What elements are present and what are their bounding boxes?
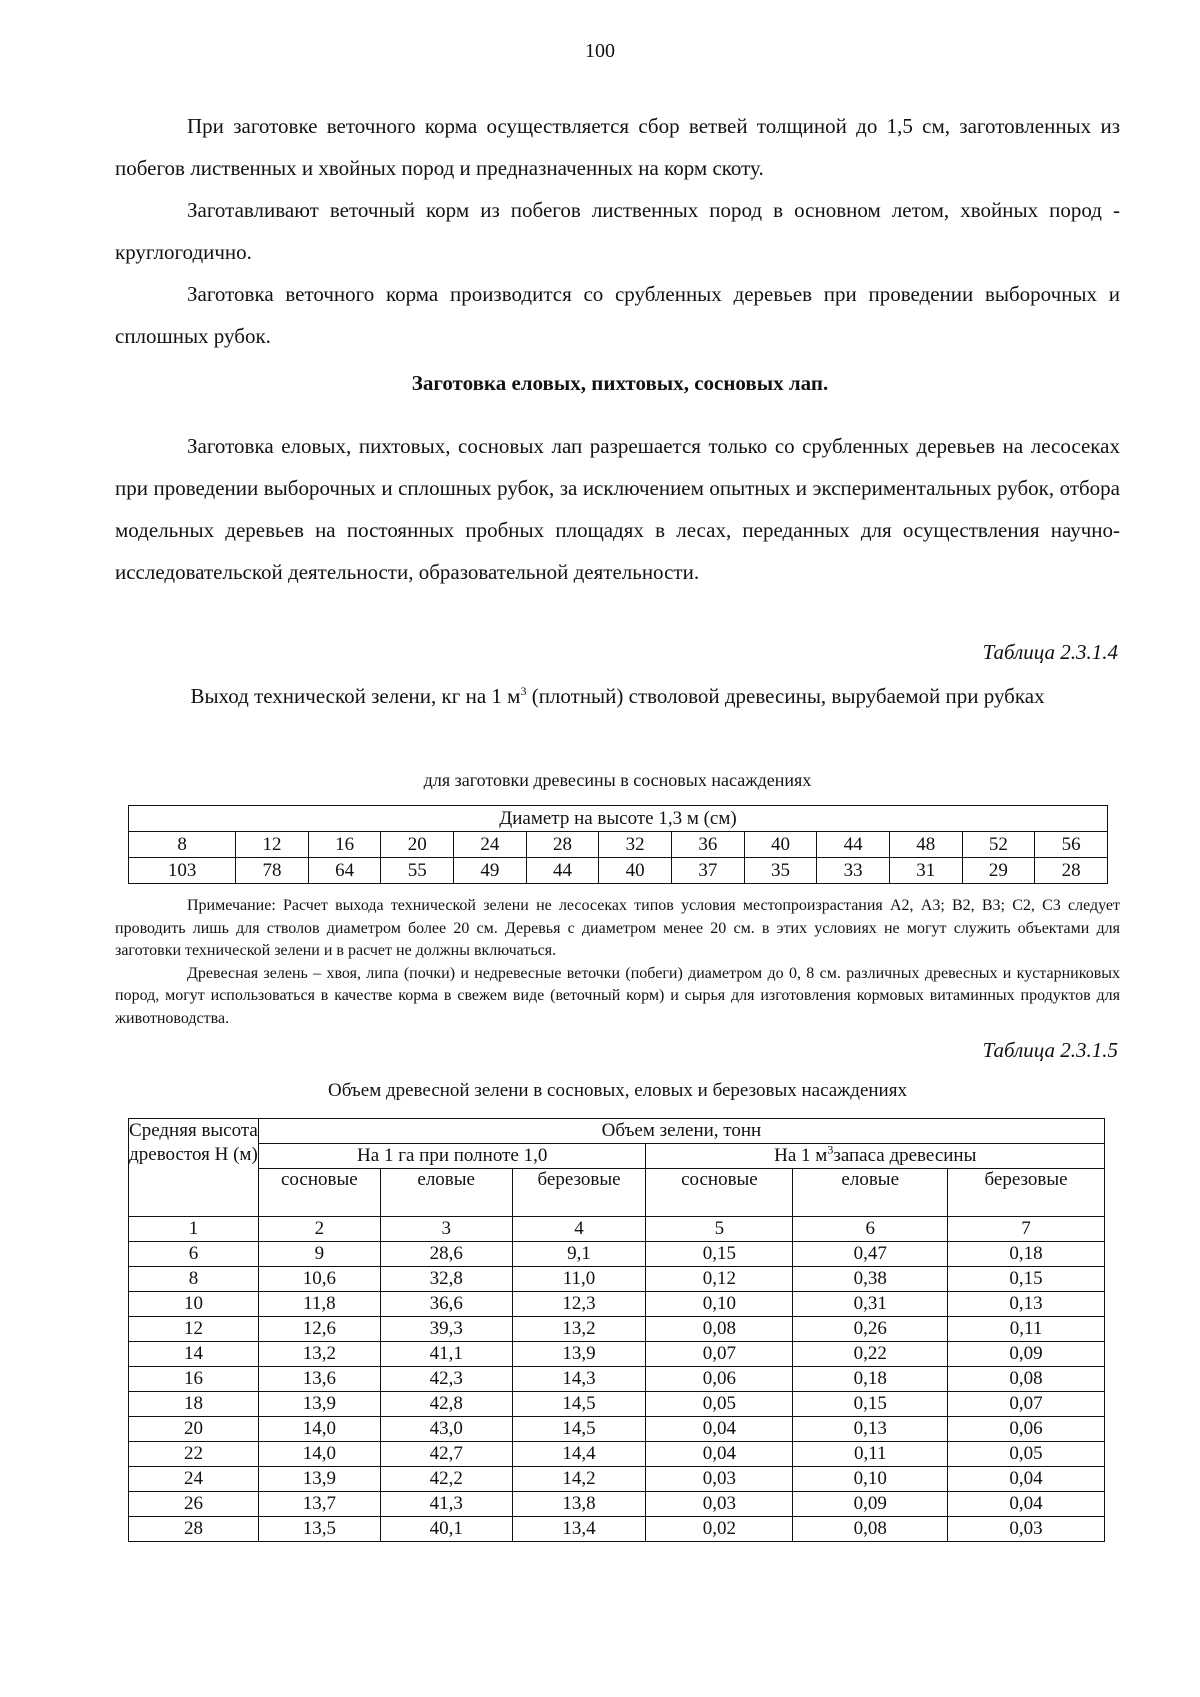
species-cell: еловые <box>793 1169 948 1217</box>
table-cell: 0,12 <box>646 1267 793 1292</box>
table-cell: 28,6 <box>380 1242 512 1267</box>
table-cell: 14,2 <box>512 1467 646 1492</box>
table-cell: 13,9 <box>512 1342 646 1367</box>
table-cell: 0,08 <box>646 1317 793 1342</box>
subgroup-header <box>646 1144 1105 1169</box>
note-paragraph: Древесная зелень – хвоя, липа (почки) и недревесные веточки (побеги) диаметром до 0, 8 см. различных древесных и кустарниковых пород, могут использоваться в качестве корма в свежем виде (веточный корм) и сырья для изготовления кормовых витаминных продуктов для животноводства. <box>115 964 1120 1027</box>
table-cell: 16 <box>129 1367 259 1392</box>
table-cell: 20 <box>129 1417 259 1442</box>
table-cell: 14,5 <box>512 1392 646 1417</box>
species-cell: березовые <box>512 1169 646 1217</box>
column-number-cell: 1 <box>129 1217 259 1242</box>
diameter-cell: 56 <box>1035 832 1108 858</box>
table-cell: 0,31 <box>793 1292 948 1317</box>
paragraph: Заготовка веточного корма производится со срубленных деревьев при проведении выборочных и сплошных рубок. <box>115 282 1120 348</box>
table-cell: 0,04 <box>948 1467 1105 1492</box>
value-cell: 37 <box>672 858 745 884</box>
table-cell: 26 <box>129 1492 259 1517</box>
table-cell: 11,8 <box>258 1292 380 1317</box>
table-title: Объем древесной зелени в сосновых, еловых и березовых насаждениях <box>328 1080 907 1101</box>
table-cell: 12 <box>129 1317 259 1342</box>
value-cell: 40 <box>599 858 672 884</box>
column-number-cell: 2 <box>258 1217 380 1242</box>
table-cell: 14,3 <box>512 1367 646 1392</box>
table-row <box>129 1292 1105 1317</box>
table-cell: 13,2 <box>258 1342 380 1367</box>
table-cell: 0,18 <box>948 1242 1105 1267</box>
table-cell: 13,5 <box>258 1517 380 1542</box>
table-cell: 42,8 <box>380 1392 512 1417</box>
table-cell: 32,8 <box>380 1267 512 1292</box>
table-cell: 0,04 <box>646 1417 793 1442</box>
value-cell: 29 <box>962 858 1035 884</box>
table-cell: 6 <box>129 1242 259 1267</box>
table-title-part: (плотный) стволовой древесины, вырубаемой при рубках <box>526 684 1045 708</box>
table-cell: 9 <box>258 1242 380 1267</box>
value-cell: 31 <box>889 858 962 884</box>
value-cell: 33 <box>817 858 890 884</box>
table-cell: 14,0 <box>258 1442 380 1467</box>
table-cell: 14 <box>129 1342 259 1367</box>
table-cell: 0,13 <box>793 1417 948 1442</box>
subgroup-part: На 1 м <box>774 1145 828 1166</box>
table-cell: 10 <box>129 1292 259 1317</box>
column-number-cell: 7 <box>948 1217 1105 1242</box>
subgroup-part: запаса древесины <box>833 1145 977 1166</box>
table-cell: 36,6 <box>380 1292 512 1317</box>
table-cell: 18 <box>129 1392 259 1417</box>
table-cell: 0,47 <box>793 1242 948 1267</box>
table-cell: 0,11 <box>948 1317 1105 1342</box>
table-cell: 12,6 <box>258 1317 380 1342</box>
value-cell: 78 <box>236 858 309 884</box>
table-cell: 13,6 <box>258 1367 380 1392</box>
table-row <box>129 1417 1105 1442</box>
table-row <box>129 1342 1105 1367</box>
species-cell: сосновые <box>646 1169 793 1217</box>
table-cell: 0,15 <box>793 1392 948 1417</box>
diameter-cell: 52 <box>962 832 1035 858</box>
table-cell: 13,9 <box>258 1467 380 1492</box>
value-cell: 64 <box>308 858 381 884</box>
table-cell: 0,26 <box>793 1317 948 1342</box>
table-row <box>129 1492 1105 1517</box>
table-cell: 41,3 <box>380 1492 512 1517</box>
table-row <box>129 1267 1105 1292</box>
table-cell: 10,6 <box>258 1267 380 1292</box>
table-row <box>129 1367 1105 1392</box>
table-cell: 0,38 <box>793 1267 948 1292</box>
col-header-height: Средняя высота древостоя Н (м) <box>129 1119 259 1217</box>
table-cell: 14,5 <box>512 1417 646 1442</box>
superscript: 3 <box>520 684 527 698</box>
table-header-row <box>129 806 1108 832</box>
value-cell: 103 <box>129 858 236 884</box>
table-cell: 0,07 <box>948 1392 1105 1417</box>
diameter-cell: 40 <box>744 832 817 858</box>
value-cell: 44 <box>526 858 599 884</box>
table-cell: 0,22 <box>793 1342 948 1367</box>
table-cell: 14,4 <box>512 1442 646 1467</box>
table-cell: 0,04 <box>948 1492 1105 1517</box>
table-cell: 24 <box>129 1467 259 1492</box>
value-cell: 55 <box>381 858 454 884</box>
diameter-cell: 32 <box>599 832 672 858</box>
diameter-cell: 20 <box>381 832 454 858</box>
table-cell: 40,1 <box>380 1517 512 1542</box>
green-volume-table <box>128 1118 1105 1542</box>
value-row <box>129 858 1108 884</box>
table-cell: 0,03 <box>646 1467 793 1492</box>
paragraph: При заготовке веточного корма осуществляется сбор ветвей толщиной до 1,5 см, заготовленных из побегов лиственных и хвойных пород и предназначенных на корм скоту. <box>115 114 1120 180</box>
diameter-cell: 12 <box>236 832 309 858</box>
table-header-row <box>129 1119 1105 1144</box>
column-number-cell: 5 <box>646 1217 793 1242</box>
table-row <box>129 1392 1105 1417</box>
table-label: Таблица 2.3.1.4 <box>982 640 1118 664</box>
table-cell: 0,13 <box>948 1292 1105 1317</box>
table-cell: 9,1 <box>512 1242 646 1267</box>
group-header: Объем зелени, тонн <box>258 1119 1104 1144</box>
species-row <box>129 1169 1105 1217</box>
table-cell: 0,10 <box>793 1467 948 1492</box>
table-label: Таблица 2.3.1.5 <box>982 1038 1118 1062</box>
diameter-cell: 36 <box>672 832 745 858</box>
species-cell: сосновые <box>258 1169 380 1217</box>
green-yield-table <box>128 805 1108 884</box>
table-cell: 28 <box>129 1517 259 1542</box>
diameter-cell: 44 <box>817 832 890 858</box>
table-cell: 0,15 <box>948 1267 1105 1292</box>
table-cell: 0,02 <box>646 1517 793 1542</box>
section-heading: Заготовка еловых, пихтовых, сосновых лап. <box>411 371 829 395</box>
value-cell: 35 <box>744 858 817 884</box>
table-title-part: Выход технической зелени, кг на 1 м <box>190 684 521 708</box>
table-row <box>129 1442 1105 1467</box>
section-text <box>115 425 1120 593</box>
note-paragraph: Примечание: Расчет выхода технической зелени не лесосеках типов условия местопроизрастания А2, А3; В2, В3; С2, С3 следует проводить лишь для стволов диаметром более 20 см. Деревья с диаметром менее 20 см. в этих условиях не могут служить объектами для заготовки технической зелени и в расчет не должны включаться. <box>115 897 1120 959</box>
intro-text <box>115 105 1120 357</box>
subgroup-header: На 1 га при полноте 1,0 <box>258 1144 646 1169</box>
table-cell: 41,1 <box>380 1342 512 1367</box>
notes <box>115 895 1120 1030</box>
table-body <box>129 1242 1105 1542</box>
diameter-cell: 8 <box>129 832 236 858</box>
species-cell: еловые <box>380 1169 512 1217</box>
table-header-row <box>129 1144 1105 1169</box>
table-cell: 0,04 <box>646 1442 793 1467</box>
table-row <box>129 1317 1105 1342</box>
table-cell: 42,3 <box>380 1367 512 1392</box>
column-number-row <box>129 1217 1105 1242</box>
value-cell: 28 <box>1035 858 1108 884</box>
table-cell: 0,15 <box>646 1242 793 1267</box>
diameter-cell: 16 <box>308 832 381 858</box>
table-cell: 0,06 <box>948 1417 1105 1442</box>
table-cell: 0,08 <box>793 1517 948 1542</box>
table-cell: 0,05 <box>948 1442 1105 1467</box>
table-cell: 11,0 <box>512 1267 646 1292</box>
table-cell: 13,9 <box>258 1392 380 1417</box>
superscript: 3 <box>827 1142 834 1157</box>
table-cell: 43,0 <box>380 1417 512 1442</box>
table-cell: 0,09 <box>793 1492 948 1517</box>
table-cell: 0,06 <box>646 1367 793 1392</box>
table-cell: 0,03 <box>646 1492 793 1517</box>
table-cell: 13,8 <box>512 1492 646 1517</box>
table-cell: 0,07 <box>646 1342 793 1367</box>
table-row <box>129 1467 1105 1492</box>
table-cell: 13,2 <box>512 1317 646 1342</box>
diameter-cell: 28 <box>526 832 599 858</box>
table-subtitle: для заготовки древесины в сосновых насаждениях <box>423 770 812 790</box>
column-number-cell: 6 <box>793 1217 948 1242</box>
table-cell: 12,3 <box>512 1292 646 1317</box>
table-cell: 0,05 <box>646 1392 793 1417</box>
table-cell: 0,08 <box>948 1367 1105 1392</box>
table-cell: 22 <box>129 1442 259 1467</box>
table-cell: 0,10 <box>646 1292 793 1317</box>
table-row <box>129 1242 1105 1267</box>
table-cell: 8 <box>129 1267 259 1292</box>
diameter-cell: 24 <box>454 832 527 858</box>
table-title <box>115 675 1120 717</box>
value-cell: 49 <box>454 858 527 884</box>
table-cell: 14,0 <box>258 1417 380 1442</box>
species-cell: березовые <box>948 1169 1105 1217</box>
page-number: 100 <box>585 40 615 62</box>
table-cell: 0,03 <box>948 1517 1105 1542</box>
paragraph: Заготавливают веточный корм из побегов лиственных пород в основном летом, хвойных пород - круглогодично. <box>115 198 1120 264</box>
table-cell: 0,11 <box>793 1442 948 1467</box>
column-number-cell: 4 <box>512 1217 646 1242</box>
diameter-row <box>129 832 1108 858</box>
diameter-cell: 48 <box>889 832 962 858</box>
table-row <box>129 1517 1105 1542</box>
table-cell: 42,2 <box>380 1467 512 1492</box>
table-cell: 0,09 <box>948 1342 1105 1367</box>
table-cell: 13,7 <box>258 1492 380 1517</box>
table-cell: 42,7 <box>380 1442 512 1467</box>
table-cell: 0,18 <box>793 1367 948 1392</box>
table-cell: 39,3 <box>380 1317 512 1342</box>
table-cell: 13,4 <box>512 1517 646 1542</box>
column-number-cell: 3 <box>380 1217 512 1242</box>
paragraph: Заготовка еловых, пихтовых, сосновых лап разрешается только со срубленных деревьев на лесосеках при проведении выборочных и сплошных рубок, за исключением опытных и экспериментальных рубок, отбора модельных деревьев на постоянных пробных площадях в лесах, переданных для осуществления научно-исследовательской деятельности, образовательной деятельности. <box>115 434 1120 584</box>
table-header-cell: Диаметр на высоте 1,3 м (см) <box>129 806 1108 832</box>
